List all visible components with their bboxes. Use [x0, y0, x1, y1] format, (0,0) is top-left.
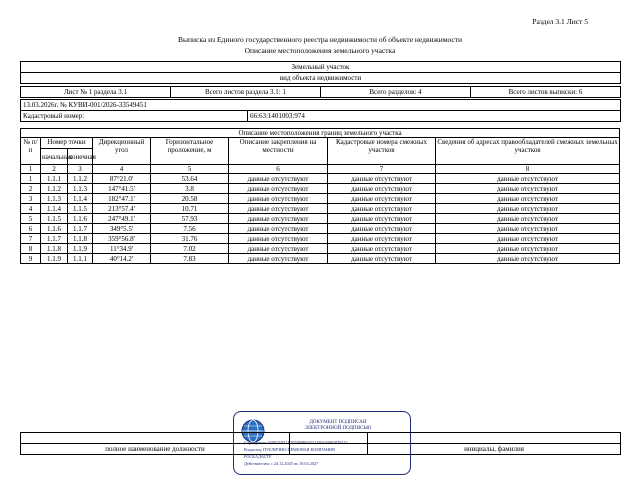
table-cell: данные отсутствуют: [436, 214, 620, 224]
table-cell: 3: [21, 194, 41, 204]
table-row: [21, 184, 620, 194]
sheet-of-section: Лист № 1 раздела 3.1: [21, 87, 171, 97]
table-cell: данные отсутствуют: [436, 194, 620, 204]
header-angle: Дирекционный угол: [93, 138, 151, 165]
table-cell: 1.1.2: [41, 184, 68, 194]
table-cell: 53.64: [151, 174, 229, 184]
table-row: [21, 234, 620, 244]
column-number: 7: [328, 165, 436, 174]
table-cell: 1.1.9: [41, 254, 68, 264]
table-cell: 359°56.8': [93, 234, 151, 244]
stamp-title-1: ДОКУМЕНТ ПОДПИСАН: [309, 420, 367, 425]
table-cell: 4: [21, 204, 41, 214]
table-cell: 20.58: [151, 194, 229, 204]
table-cell: 1.1.4: [68, 194, 93, 204]
table-cell: 11°34.9': [93, 244, 151, 254]
document-title: Выписка из Единого государственного реестра недвижимости об объекте недвижимости: [177, 35, 463, 44]
stamp-title-2: ЭЛЕКТРОННОЙ ПОДПИСЬЮ: [304, 426, 372, 431]
column-number: 6: [229, 165, 328, 174]
object-type: Земельный участок: [21, 62, 620, 73]
table-cell: 1.1.6: [41, 224, 68, 234]
table-cell: 1.1.8: [41, 244, 68, 254]
registry-date-number: 13.03.2026г. № КУВИ-001/2026-33549451: [21, 100, 620, 111]
table-cell: 10.71: [151, 204, 229, 214]
object-type-caption: вид объекта недвижимости: [279, 74, 362, 82]
table-cell: данные отсутствуют: [436, 244, 620, 254]
table-cell: 1.1.6: [68, 214, 93, 224]
table-cell: данные отсутствуют: [229, 254, 328, 264]
stamp-owner-2: РОСКАДАСТР: [244, 454, 272, 459]
table-cell: данные отсутствуют: [436, 174, 620, 184]
table-cell: 1.1.7: [41, 234, 68, 244]
document-subtitle: Описание местоположения земельного участка: [244, 46, 396, 55]
table-cell: данные отсутствуют: [436, 234, 620, 244]
table-cell: данные отсутствуют: [328, 174, 436, 184]
table-cell: данные отсутствуют: [328, 194, 436, 204]
table-cell: 7.83: [151, 254, 229, 264]
total-extract-sheets: Всего листов выписки: 6: [508, 88, 583, 96]
table-cell: данные отсутствуют: [328, 224, 436, 234]
table-cell: данные отсутствуют: [328, 184, 436, 194]
table-cell: 31.76: [151, 234, 229, 244]
table-cell: 57.93: [151, 214, 229, 224]
table-row: [21, 224, 620, 234]
table-cell: данные отсутствуют: [229, 244, 328, 254]
header-point-number: Номер точки: [41, 138, 93, 149]
table-cell: 1.1.1: [68, 254, 93, 264]
header-owners: Сведения об адресах правообладателей смежных земельных участков: [436, 138, 620, 165]
table-cell: 40°14.2': [93, 254, 151, 264]
table-cell: 1.1.1: [41, 174, 68, 184]
table-cell: данные отсутствуют: [229, 234, 328, 244]
table-caption: Описание местоположения границ земельного участка: [21, 129, 620, 138]
column-number: 1: [21, 165, 41, 174]
table-cell: данные отсутствуют: [229, 224, 328, 234]
header-start: начальная: [41, 149, 68, 165]
table-cell: данные отсутствуют: [229, 174, 328, 184]
table-cell: данные отсутствуют: [436, 204, 620, 214]
table-row: [21, 204, 620, 214]
boundary-table: [20, 128, 620, 264]
header-length: Горизонтальное проложение, м: [151, 138, 229, 165]
registry-block: [20, 99, 621, 122]
total-section-sheets: Всего листов раздела 3.1: 1: [171, 87, 321, 97]
table-cell: 7.56: [151, 224, 229, 234]
table-cell: 2: [21, 184, 41, 194]
table-cell: 1.1.3: [68, 184, 93, 194]
column-numbers-row: [21, 165, 620, 174]
table-cell: данные отсутствуют: [229, 204, 328, 214]
column-number: 3: [68, 165, 93, 174]
table-row: [21, 214, 620, 224]
table-cell: 1.1.5: [41, 214, 68, 224]
name-caption: инициалы, фамилия: [464, 445, 524, 453]
table-cell: 8: [21, 244, 41, 254]
table-cell: 1.1.5: [68, 204, 93, 214]
stamp-owner: Владелец: ПУБЛИЧНО-ПРАВОВАЯ КОМПАНИЯ: [244, 447, 335, 452]
table-cell: 247°49.1': [93, 214, 151, 224]
sheet-info-row: [20, 86, 621, 98]
table-cell: данные отсутствуют: [328, 254, 436, 264]
cadastral-label: Кадастровый номер:: [21, 111, 248, 121]
cadastral-value: 66:63:1401003:974: [250, 112, 305, 120]
section-label: Раздел 3.1 Лист 5: [532, 17, 588, 26]
table-cell: 5: [21, 214, 41, 224]
table-cell: 1.1.8: [68, 234, 93, 244]
table-cell: 1: [21, 174, 41, 184]
table-cell: данные отсутствуют: [328, 244, 436, 254]
table-cell: данные отсутствуют: [436, 184, 620, 194]
table-cell: 7.02: [151, 244, 229, 254]
table-cell: 182°47.1': [93, 194, 151, 204]
header-end: конечная: [68, 149, 93, 165]
table-cell: данные отсутствуют: [229, 214, 328, 224]
column-number: 2: [41, 165, 68, 174]
table-row: [21, 174, 620, 184]
table-row: [21, 194, 620, 204]
table-cell: 1.1.9: [68, 244, 93, 254]
table-row: [21, 254, 620, 264]
column-number: 4: [93, 165, 151, 174]
table-cell: данные отсутствуют: [436, 224, 620, 234]
table-cell: 7: [21, 234, 41, 244]
table-cell: 3.8: [151, 184, 229, 194]
table-cell: данные отсутствуют: [436, 254, 620, 264]
position-caption: полное наименование должности: [21, 444, 290, 454]
table-cell: данные отсутствуют: [328, 234, 436, 244]
table-row: [21, 244, 620, 254]
table-cell: 9: [21, 254, 41, 264]
table-cell: 6: [21, 224, 41, 234]
table-cell: данные отсутствуют: [229, 194, 328, 204]
table-cell: 1.1.7: [68, 224, 93, 234]
total-sections: Всего разделов: 4: [321, 87, 471, 97]
stamp-valid: Действителен: с 24.12.2025 по 19.03.2027: [244, 461, 319, 466]
header-adjacent: Кадастровые номера смежных участков: [328, 138, 436, 165]
table-cell: данные отсутствуют: [328, 204, 436, 214]
header-fixing: Описание закрепления на местности: [229, 138, 328, 165]
table-cell: 1.1.3: [41, 194, 68, 204]
column-number: 5: [151, 165, 229, 174]
table-cell: данные отсутствуют: [229, 184, 328, 194]
table-cell: 87°21.0': [93, 174, 151, 184]
table-cell: 213°57.4': [93, 204, 151, 214]
table-cell: 1.1.4: [41, 204, 68, 214]
table-cell: 1.1.2: [68, 174, 93, 184]
stamp-certificate: Сертификат: 0399744D2A797090B03532190340092978443: [244, 440, 348, 445]
column-number: 8: [436, 165, 620, 174]
object-type-block: [20, 61, 621, 84]
header-num: № п/п: [21, 138, 41, 165]
table-cell: 349°5.5': [93, 224, 151, 234]
table-cell: 147°41.5': [93, 184, 151, 194]
table-cell: данные отсутствуют: [328, 214, 436, 224]
signature-block: [20, 432, 621, 455]
